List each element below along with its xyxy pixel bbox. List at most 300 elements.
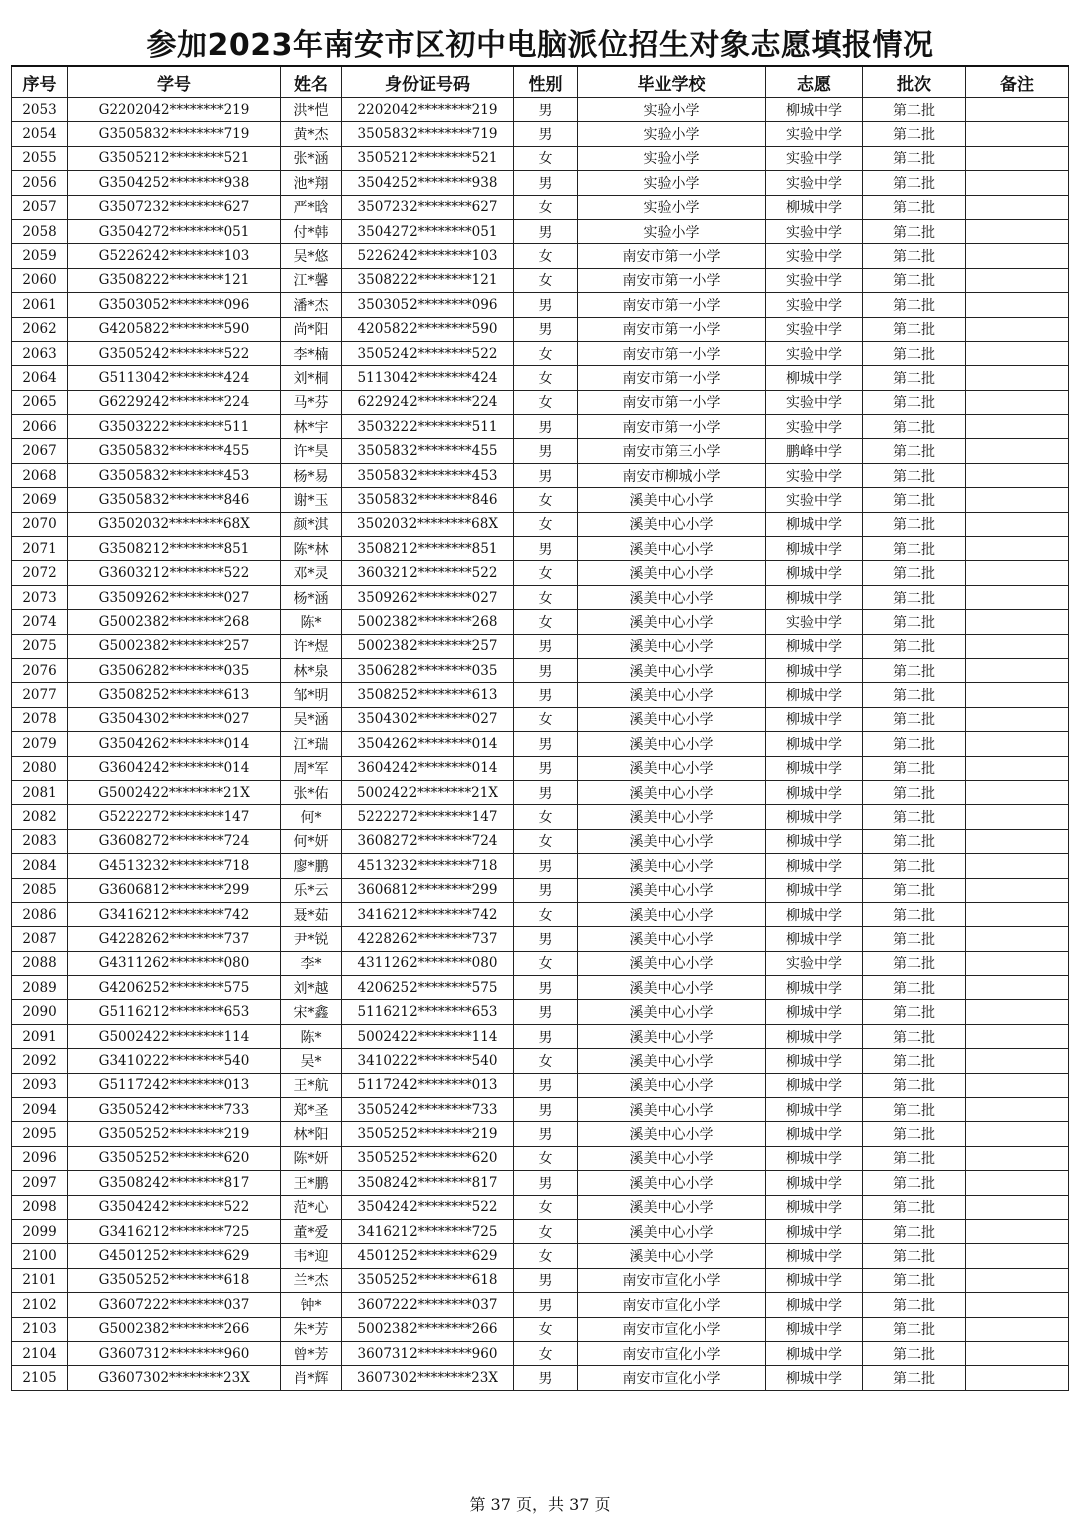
cell-seq: 2101 [12,1268,68,1292]
cell-choice: 柳城中学 [766,707,863,731]
cell-choice: 柳城中学 [766,1049,863,1073]
table-row [12,439,1069,463]
cell-choice: 实验中学 [766,293,863,317]
cell-name: 陈* [281,1024,342,1048]
cell-batch: 第二批 [863,829,966,853]
cell-seq: 2090 [12,1000,68,1024]
table-row [12,122,1069,146]
cell-choice: 柳城中学 [766,98,863,122]
cell-student-id: G3607302********23X [68,1366,281,1390]
cell-name: 张*涵 [281,146,342,170]
cell-gender: 女 [514,1244,578,1268]
cell-remarks [966,219,1069,243]
cell-remarks [966,317,1069,341]
cell-id-number: 3505832********453 [342,463,514,487]
table-row [12,146,1069,170]
cell-id-number: 3607302********23X [342,1366,514,1390]
cell-school: 南安市第一小学 [578,415,766,439]
cell-choice: 柳城中学 [766,1317,863,1341]
cell-seq: 2054 [12,122,68,146]
cell-id-number: 3505252********618 [342,1268,514,1292]
cell-remarks [966,98,1069,122]
cell-name: 范*心 [281,1195,342,1219]
cell-seq: 2066 [12,415,68,439]
cell-choice: 柳城中学 [766,1098,863,1122]
cell-gender: 女 [514,1049,578,1073]
cell-id-number: 5002382********268 [342,610,514,634]
table-row [12,244,1069,268]
cell-gender: 女 [514,561,578,585]
cell-remarks [966,927,1069,951]
cell-gender: 男 [514,171,578,195]
cell-seq: 2063 [12,341,68,365]
column-header-name: 姓名 [281,66,342,98]
cell-seq: 2058 [12,219,68,243]
cell-seq: 2079 [12,732,68,756]
cell-batch: 第二批 [863,610,966,634]
cell-choice: 柳城中学 [766,537,863,561]
cell-student-id: G4501252********629 [68,1244,281,1268]
cell-gender: 男 [514,439,578,463]
cell-batch: 第二批 [863,902,966,926]
cell-seq: 2060 [12,268,68,292]
cell-seq: 2081 [12,780,68,804]
cell-gender: 男 [514,878,578,902]
cell-name: 何* [281,805,342,829]
cell-student-id: G5002422********114 [68,1024,281,1048]
cell-gender: 男 [514,293,578,317]
table-row [12,98,1069,122]
cell-name: 陈*林 [281,537,342,561]
cell-student-id: G5113042********424 [68,366,281,390]
cell-gender: 女 [514,488,578,512]
cell-batch: 第二批 [863,122,966,146]
cell-id-number: 5222272********147 [342,805,514,829]
cell-remarks [966,780,1069,804]
cell-name: 肖*辉 [281,1366,342,1390]
cell-choice: 柳城中学 [766,1024,863,1048]
cell-choice: 实验中学 [766,610,863,634]
table-row [12,683,1069,707]
cell-seq: 2102 [12,1293,68,1317]
cell-name: 廖*鹏 [281,854,342,878]
cell-batch: 第二批 [863,98,966,122]
cell-name: 吴*涵 [281,707,342,731]
cell-batch: 第二批 [863,976,966,1000]
cell-student-id: G3503222********511 [68,415,281,439]
cell-student-id: G3508222********121 [68,268,281,292]
cell-name: 钟* [281,1293,342,1317]
cell-school: 溪美中心小学 [578,707,766,731]
cell-name: 林*阳 [281,1122,342,1146]
table-row [12,1244,1069,1268]
cell-batch: 第二批 [863,1293,966,1317]
cell-id-number: 3509262********027 [342,585,514,609]
cell-choice: 柳城中学 [766,658,863,682]
cell-remarks [966,732,1069,756]
cell-id-number: 3504302********027 [342,707,514,731]
cell-school: 溪美中心小学 [578,780,766,804]
table-row [12,1122,1069,1146]
cell-school: 溪美中心小学 [578,683,766,707]
column-header-gender: 性别 [514,66,578,98]
cell-batch: 第二批 [863,1244,966,1268]
cell-name: 许*煜 [281,634,342,658]
cell-name: 邹*明 [281,683,342,707]
cell-name: 陈* [281,610,342,634]
cell-seq: 2092 [12,1049,68,1073]
cell-remarks [966,829,1069,853]
cell-gender: 女 [514,951,578,975]
cell-gender: 男 [514,732,578,756]
cell-school: 溪美中心小学 [578,658,766,682]
cell-student-id: G3505242********733 [68,1098,281,1122]
cell-batch: 第二批 [863,854,966,878]
cell-choice: 柳城中学 [766,1073,863,1097]
table-row [12,1219,1069,1243]
table-row [12,219,1069,243]
cell-gender: 男 [514,658,578,682]
cell-id-number: 3503222********511 [342,415,514,439]
cell-school: 南安市宣化小学 [578,1341,766,1365]
cell-seq: 2083 [12,829,68,853]
cell-gender: 男 [514,1171,578,1195]
cell-student-id: G3603212********522 [68,561,281,585]
cell-batch: 第二批 [863,293,966,317]
table-row [12,293,1069,317]
cell-student-id: G3505832********719 [68,122,281,146]
cell-remarks [966,1293,1069,1317]
cell-student-id: G3410222********540 [68,1049,281,1073]
cell-gender: 女 [514,244,578,268]
cell-choice: 柳城中学 [766,683,863,707]
table-row [12,1073,1069,1097]
table-row [12,1268,1069,1292]
cell-id-number: 5002422********21X [342,780,514,804]
table-row [12,537,1069,561]
cell-batch: 第二批 [863,756,966,780]
table-row [12,171,1069,195]
cell-name: 林*泉 [281,658,342,682]
cell-choice: 柳城中学 [766,1366,863,1390]
cell-seq: 2098 [12,1195,68,1219]
cell-name: 韦*迎 [281,1244,342,1268]
cell-school: 南安市柳城小学 [578,463,766,487]
cell-name: 洪*恺 [281,98,342,122]
cell-seq: 2055 [12,146,68,170]
cell-batch: 第二批 [863,1122,966,1146]
cell-id-number: 6229242********224 [342,390,514,414]
cell-name: 王*鹏 [281,1171,342,1195]
cell-choice: 柳城中学 [766,585,863,609]
cell-name: 严*晗 [281,195,342,219]
cell-choice: 实验中学 [766,415,863,439]
column-header-student-id: 学号 [68,66,281,98]
cell-remarks [966,1073,1069,1097]
cell-batch: 第二批 [863,219,966,243]
cell-seq: 2068 [12,463,68,487]
cell-name: 黄*杰 [281,122,342,146]
cell-remarks [966,1366,1069,1390]
cell-id-number: 3505252********620 [342,1146,514,1170]
cell-choice: 柳城中学 [766,1000,863,1024]
cell-remarks [966,415,1069,439]
cell-student-id: G3505832********846 [68,488,281,512]
cell-student-id: G3503052********096 [68,293,281,317]
cell-id-number: 5116212********653 [342,1000,514,1024]
cell-id-number: 3508242********817 [342,1171,514,1195]
table-row [12,829,1069,853]
table-row [12,732,1069,756]
cell-name: 刘*越 [281,976,342,1000]
cell-seq: 2056 [12,171,68,195]
cell-name: 杨*涵 [281,585,342,609]
cell-gender: 男 [514,634,578,658]
cell-seq: 2080 [12,756,68,780]
cell-student-id: G3505252********219 [68,1122,281,1146]
cell-student-id: G3504302********027 [68,707,281,731]
cell-name: 付*韩 [281,219,342,243]
cell-gender: 男 [514,463,578,487]
cell-gender: 女 [514,366,578,390]
cell-gender: 男 [514,854,578,878]
cell-choice: 柳城中学 [766,195,863,219]
cell-id-number: 3505212********521 [342,146,514,170]
cell-name: 吴*悠 [281,244,342,268]
cell-school: 溪美中心小学 [578,902,766,926]
cell-school: 南安市第一小学 [578,317,766,341]
cell-name: 池*翔 [281,171,342,195]
table-row [12,1146,1069,1170]
cell-choice: 柳城中学 [766,1195,863,1219]
cell-student-id: G3416212********725 [68,1219,281,1243]
cell-id-number: 3505832********846 [342,488,514,512]
cell-id-number: 4501252********629 [342,1244,514,1268]
cell-school: 实验小学 [578,219,766,243]
cell-id-number: 3502032********68X [342,512,514,536]
cell-student-id: G3505252********620 [68,1146,281,1170]
cell-choice: 柳城中学 [766,1341,863,1365]
cell-remarks [966,1195,1069,1219]
table-row [12,415,1069,439]
cell-choice: 实验中学 [766,951,863,975]
cell-student-id: G3504262********014 [68,732,281,756]
cell-remarks [966,1171,1069,1195]
cell-seq: 2067 [12,439,68,463]
cell-school: 南安市第一小学 [578,366,766,390]
cell-school: 南安市第一小学 [578,341,766,365]
cell-id-number: 5002382********257 [342,634,514,658]
cell-name: 江*馨 [281,268,342,292]
cell-id-number: 3505832********719 [342,122,514,146]
table-header-row [12,66,1069,98]
table-row [12,1171,1069,1195]
cell-student-id: G4513232********718 [68,854,281,878]
cell-choice: 实验中学 [766,317,863,341]
cell-remarks [966,512,1069,536]
column-header-id-number: 身份证号码 [342,66,514,98]
column-header-seq: 序号 [12,66,68,98]
cell-remarks [966,976,1069,1000]
cell-batch: 第二批 [863,171,966,195]
cell-id-number: 4311262********080 [342,951,514,975]
cell-seq: 2085 [12,878,68,902]
cell-seq: 2077 [12,683,68,707]
cell-student-id: G2202042********219 [68,98,281,122]
cell-choice: 柳城中学 [766,780,863,804]
cell-batch: 第二批 [863,1049,966,1073]
cell-school: 实验小学 [578,122,766,146]
cell-name: 林*宇 [281,415,342,439]
cell-seq: 2059 [12,244,68,268]
cell-seq: 2104 [12,1341,68,1365]
table-row [12,1024,1069,1048]
cell-school: 实验小学 [578,171,766,195]
cell-seq: 2074 [12,610,68,634]
cell-remarks [966,341,1069,365]
cell-batch: 第二批 [863,488,966,512]
cell-gender: 女 [514,902,578,926]
cell-choice: 实验中学 [766,390,863,414]
cell-school: 实验小学 [578,195,766,219]
cell-school: 溪美中心小学 [578,805,766,829]
cell-choice: 柳城中学 [766,1244,863,1268]
cell-batch: 第二批 [863,634,966,658]
cell-student-id: G5002422********21X [68,780,281,804]
cell-student-id: G5002382********266 [68,1317,281,1341]
cell-batch: 第二批 [863,439,966,463]
cell-batch: 第二批 [863,951,966,975]
table-row [12,317,1069,341]
cell-batch: 第二批 [863,1073,966,1097]
cell-gender: 男 [514,1268,578,1292]
cell-seq: 2070 [12,512,68,536]
cell-school: 溪美中心小学 [578,1171,766,1195]
cell-student-id: G5117242********013 [68,1073,281,1097]
cell-gender: 女 [514,829,578,853]
cell-remarks [966,1219,1069,1243]
cell-gender: 女 [514,1317,578,1341]
cell-batch: 第二批 [863,1000,966,1024]
cell-student-id: G3508252********613 [68,683,281,707]
cell-id-number: 3504262********014 [342,732,514,756]
cell-id-number: 5113042********424 [342,366,514,390]
cell-school: 溪美中心小学 [578,1195,766,1219]
cell-student-id: G5002382********268 [68,610,281,634]
cell-remarks [966,146,1069,170]
table-row [12,390,1069,414]
cell-gender: 男 [514,683,578,707]
cell-id-number: 3608272********724 [342,829,514,853]
cell-batch: 第二批 [863,463,966,487]
cell-batch: 第二批 [863,732,966,756]
cell-school: 南安市第一小学 [578,293,766,317]
cell-school: 溪美中心小学 [578,1024,766,1048]
cell-name: 李* [281,951,342,975]
cell-school: 溪美中心小学 [578,488,766,512]
cell-seq: 2084 [12,854,68,878]
cell-school: 溪美中心小学 [578,561,766,585]
cell-choice: 柳城中学 [766,854,863,878]
cell-school: 南安市宣化小学 [578,1293,766,1317]
cell-student-id: G5116212********653 [68,1000,281,1024]
cell-student-id: G3505832********453 [68,463,281,487]
cell-batch: 第二批 [863,1219,966,1243]
cell-gender: 女 [514,1195,578,1219]
cell-school: 溪美中心小学 [578,829,766,853]
cell-id-number: 4206252********575 [342,976,514,1000]
cell-seq: 2097 [12,1171,68,1195]
cell-gender: 女 [514,1219,578,1243]
cell-seq: 2073 [12,585,68,609]
cell-name: 吴* [281,1049,342,1073]
cell-remarks [966,683,1069,707]
cell-id-number: 3505242********733 [342,1098,514,1122]
cell-id-number: 3604242********014 [342,756,514,780]
cell-name: 杨*易 [281,463,342,487]
cell-id-number: 4205822********590 [342,317,514,341]
cell-school: 溪美中心小学 [578,1049,766,1073]
cell-id-number: 3505832********455 [342,439,514,463]
cell-seq: 2096 [12,1146,68,1170]
cell-choice: 柳城中学 [766,1122,863,1146]
cell-name: 李*楠 [281,341,342,365]
cell-name: 曾*芳 [281,1341,342,1365]
cell-seq: 2075 [12,634,68,658]
cell-school: 溪美中心小学 [578,1000,766,1024]
table-row [12,561,1069,585]
table-row [12,268,1069,292]
cell-name: 许*昊 [281,439,342,463]
cell-seq: 2100 [12,1244,68,1268]
cell-remarks [966,951,1069,975]
cell-gender: 男 [514,415,578,439]
cell-student-id: G4228262********737 [68,927,281,951]
table-row [12,805,1069,829]
cell-name: 谢*玉 [281,488,342,512]
cell-student-id: G3507232********627 [68,195,281,219]
cell-student-id: G3607222********037 [68,1293,281,1317]
cell-seq: 2078 [12,707,68,731]
cell-remarks [966,1000,1069,1024]
cell-remarks [966,561,1069,585]
cell-choice: 柳城中学 [766,878,863,902]
cell-batch: 第二批 [863,415,966,439]
cell-student-id: G3606812********299 [68,878,281,902]
cell-seq: 2099 [12,1219,68,1243]
table-row [12,878,1069,902]
cell-student-id: G3608272********724 [68,829,281,853]
cell-id-number: 3606812********299 [342,878,514,902]
cell-choice: 柳城中学 [766,1268,863,1292]
cell-student-id: G3504272********051 [68,219,281,243]
cell-remarks [966,171,1069,195]
cell-school: 溪美中心小学 [578,854,766,878]
table-row [12,366,1069,390]
cell-gender: 女 [514,1146,578,1170]
enrollment-table [11,65,1069,1391]
cell-choice: 实验中学 [766,341,863,365]
cell-id-number: 4228262********737 [342,927,514,951]
cell-seq: 2088 [12,951,68,975]
cell-batch: 第二批 [863,927,966,951]
cell-student-id: G5226242********103 [68,244,281,268]
cell-remarks [966,585,1069,609]
cell-batch: 第二批 [863,1341,966,1365]
cell-student-id: G3607312********960 [68,1341,281,1365]
table-row [12,463,1069,487]
cell-id-number: 3503052********096 [342,293,514,317]
